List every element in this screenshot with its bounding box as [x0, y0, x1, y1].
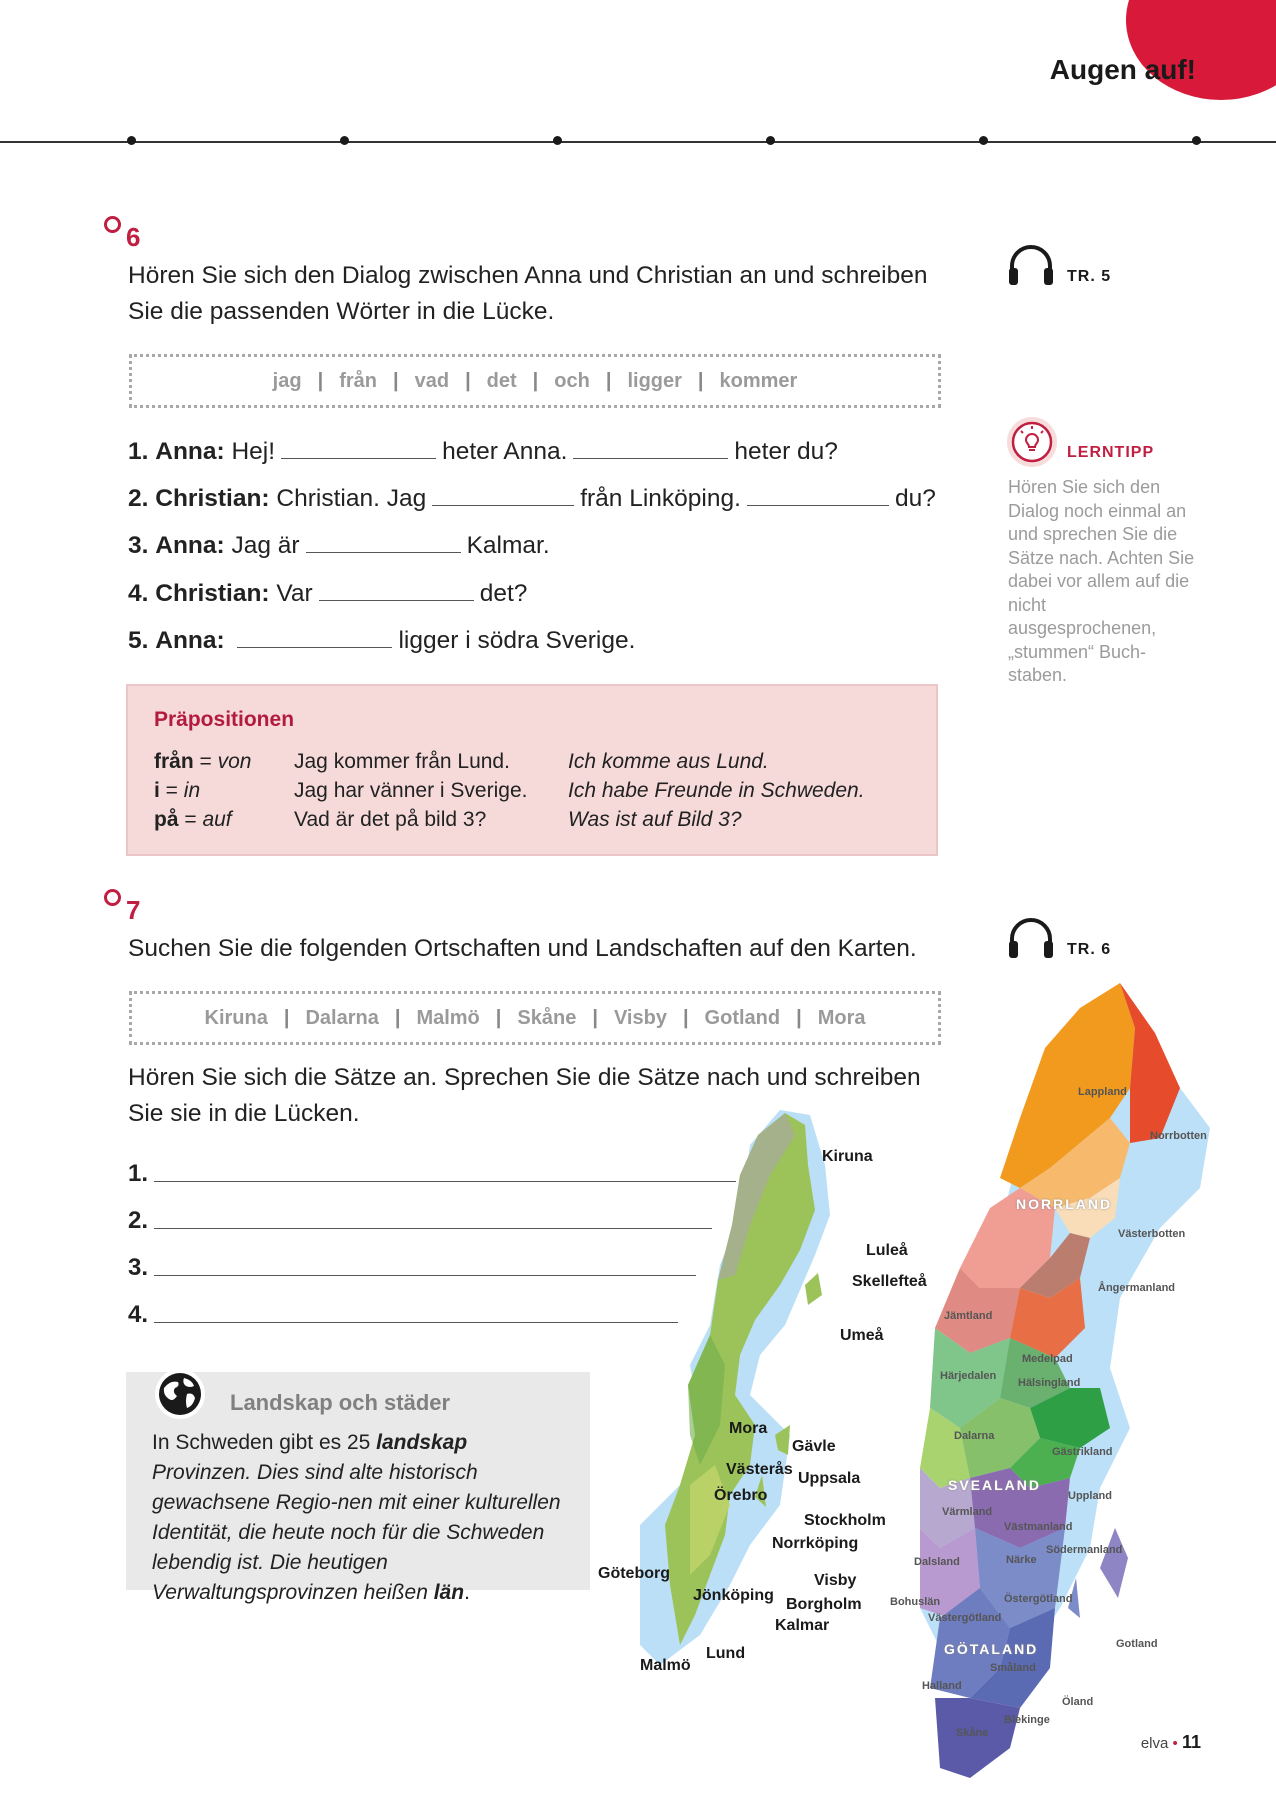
word: jag — [272, 369, 302, 392]
answer-blank[interactable] — [237, 629, 392, 648]
write-line[interactable] — [154, 1322, 678, 1323]
word: vad — [414, 369, 450, 392]
map-city-label: Umeå — [840, 1327, 884, 1344]
track-label-6: TR. 6 — [1067, 941, 1112, 958]
page-number: 11 — [1181, 1732, 1201, 1752]
header-rule — [0, 141, 1276, 143]
exercise-7-instruction: Suchen Sie die folgenden Ortschaften und Landschaften auf den Karten. — [128, 935, 917, 962]
answer-blank[interactable] — [306, 534, 461, 553]
answer-blank[interactable] — [747, 487, 889, 506]
word: Mora — [817, 1006, 866, 1029]
map-province-label: Härjedalen — [940, 1370, 997, 1382]
answer-blank[interactable] — [432, 487, 574, 506]
word: från — [339, 369, 377, 392]
exercise-6-instruction: Hören Sie sich den Dialog zwischen Anna und Christian an und schreiben Sie die passenden Wörter in die Lücke. — [128, 262, 928, 325]
dialog-line-5: 5. Anna: ligger i södra Sverige. — [128, 627, 636, 654]
map-province-label: Skåne — [956, 1727, 989, 1739]
word: Skåne — [517, 1006, 577, 1029]
map-province-label: Jämtland — [944, 1310, 993, 1322]
word: Visby — [613, 1006, 667, 1029]
map-province-label: Gästrikland — [1052, 1446, 1113, 1458]
headphones-icon — [1006, 244, 1056, 288]
globe-icon — [154, 1368, 206, 1420]
map-region-label: GÖTALAND — [944, 1641, 1039, 1657]
map-province-label: Östergötland — [1004, 1593, 1073, 1605]
map-region-label: SVEALAND — [948, 1477, 1042, 1493]
map-province-label: Halland — [922, 1680, 962, 1692]
map-province-label: Västmanland — [1004, 1521, 1073, 1533]
info-box-text: In Schweden gibt es 25 landskap Provinzen. Dies sind alte historisch gewachsene Regio-nen mit einer kulturellen Identität, die heute noch für die Schweden lebendig ist. Die heutigen Verwaltungsprovinzen heißen län. — [152, 1431, 561, 1604]
write-line-number: 1. — [128, 1160, 149, 1187]
answer-blank[interactable] — [281, 440, 436, 459]
map-city-label: Luleå — [866, 1242, 908, 1259]
dialog-line-1: 1. Anna: Hej! heter Anna. heter du? — [128, 438, 838, 465]
map-city-label: Mora — [729, 1420, 768, 1437]
map-province-label: Gotland — [1116, 1638, 1158, 1650]
exercise-marker — [104, 889, 121, 906]
map-city-label: Visby — [814, 1572, 857, 1589]
rule-dot — [1192, 136, 1201, 145]
page-word: elva — [1140, 1735, 1169, 1752]
map-province-label: Dalarna — [954, 1430, 995, 1442]
map-city-label: Skellefteå — [852, 1273, 927, 1290]
map-province-label: Blekinge — [1004, 1714, 1050, 1726]
map-province-label: Småland — [990, 1662, 1036, 1674]
word: kommer — [719, 369, 798, 392]
write-line-number: 3. — [128, 1254, 149, 1281]
dialog-line-4: 4. Christian: Var det? — [128, 580, 528, 607]
map-province-label: Ångermanland — [1098, 1282, 1176, 1294]
map-province-label: Norrbotten — [1150, 1130, 1207, 1142]
map-province-label: Lappland — [1078, 1086, 1127, 1098]
word: det — [486, 369, 517, 392]
map-city-label: Örebro — [714, 1487, 768, 1504]
map-city-label: Borgholm — [786, 1596, 862, 1613]
word: Gotland — [704, 1006, 781, 1029]
page-footer: elva • 11 — [1140, 1732, 1201, 1752]
rule-dot — [766, 136, 775, 145]
page-header-title: Augen auf! — [1049, 54, 1196, 85]
map-province-label: Uppland — [1068, 1490, 1112, 1502]
map-province-label: Närke — [1006, 1554, 1037, 1566]
map-city-label: Västerås — [726, 1461, 793, 1478]
exercise-marker — [104, 216, 121, 233]
map-province-label: Södermanland — [1046, 1544, 1123, 1556]
dialog-line-2: 2. Christian: Christian. Jag från Linköping. du? — [128, 485, 936, 512]
lightbulb-icon — [1006, 416, 1058, 468]
map-province-label: Medelpad — [1022, 1353, 1073, 1365]
word: och — [554, 369, 590, 392]
map-province-label: Bohuslän — [890, 1596, 941, 1608]
map-city-label: Gävle — [792, 1438, 836, 1455]
dialog-line-3: 3. Anna: Jag är Kalmar. — [128, 532, 550, 559]
map-province-label: Dalsland — [914, 1556, 960, 1568]
write-line[interactable] — [154, 1275, 696, 1276]
word: Dalarna — [305, 1006, 379, 1029]
rule-dot — [979, 136, 988, 145]
word: ligger — [627, 369, 682, 392]
exercise-7-number: 7 — [126, 895, 141, 925]
headphones-icon — [1006, 917, 1056, 961]
info-box-landskap — [126, 1372, 590, 1604]
write-line-number: 2. — [128, 1207, 149, 1234]
prepositions-title: Präpositionen — [154, 708, 295, 731]
rule-dot — [553, 136, 562, 145]
info-box-title: Landskap och städer — [230, 1390, 451, 1415]
map-province-label: Öland — [1062, 1696, 1094, 1708]
exercise-7-instruction-2: Hören Sie sich die Sätze an. Sprechen Sie die Sätze nach und schreiben Sie sie in die Lücken. — [128, 1064, 921, 1127]
write-line[interactable] — [154, 1228, 712, 1229]
map-city-label: Norrköping — [772, 1535, 859, 1552]
word: Malmö — [416, 1006, 480, 1029]
track-label-5: TR. 5 — [1067, 268, 1112, 285]
map-city-label: Göteborg — [598, 1565, 670, 1582]
rule-dot — [127, 136, 136, 145]
map-province-label: Hälsingland — [1018, 1377, 1081, 1389]
exercise-6-number: 6 — [126, 222, 141, 252]
map-city-label: Stockholm — [804, 1512, 886, 1529]
lerntipp-label: LERNTIPP — [1067, 444, 1155, 461]
prepositions-box: Präpositionen från = von Jag kommer från Lund. Ich komme aus Lund. i = in Jag har vänner i Sverige. Ich habe Freunde in Schweden. på = auf Vad är det på bild 3? Was ist auf Bild 3? — [126, 684, 938, 856]
word-box-6: jag | från | vad | det | och | ligger | kommer — [129, 354, 941, 408]
word-box-7: Kiruna | Dalarna | Malmö | Skåne | Visby | Gotland | Mora — [129, 991, 941, 1045]
answer-blank[interactable] — [573, 440, 728, 459]
map-province-label: Värmland — [942, 1506, 993, 1518]
map-city-label: Lund — [706, 1645, 746, 1662]
answer-blank[interactable] — [319, 582, 474, 601]
map-city-label: Uppsala — [798, 1470, 861, 1487]
lerntipp-text: Hören Sie sich den Dialog noch einmal an und sprechen Sie die Sätze nach. Achten Sie dabei vor allem auf die nicht ausgesprochenen, „stummen“ Buch-staben. — [1008, 477, 1195, 685]
map-region-label: NORRLAND — [1016, 1196, 1113, 1212]
write-line-number: 4. — [128, 1301, 149, 1328]
map-city-label: Kalmar — [775, 1617, 830, 1634]
map-province-label: Västergötland — [928, 1612, 1002, 1624]
map-city-label: Malmö — [640, 1657, 691, 1674]
map-city-label: Jönköping — [693, 1587, 774, 1604]
word: Kiruna — [204, 1006, 268, 1029]
map-province-label: Västerbotten — [1118, 1228, 1186, 1240]
rule-dot — [340, 136, 349, 145]
map-city-label: Kiruna — [822, 1148, 873, 1165]
